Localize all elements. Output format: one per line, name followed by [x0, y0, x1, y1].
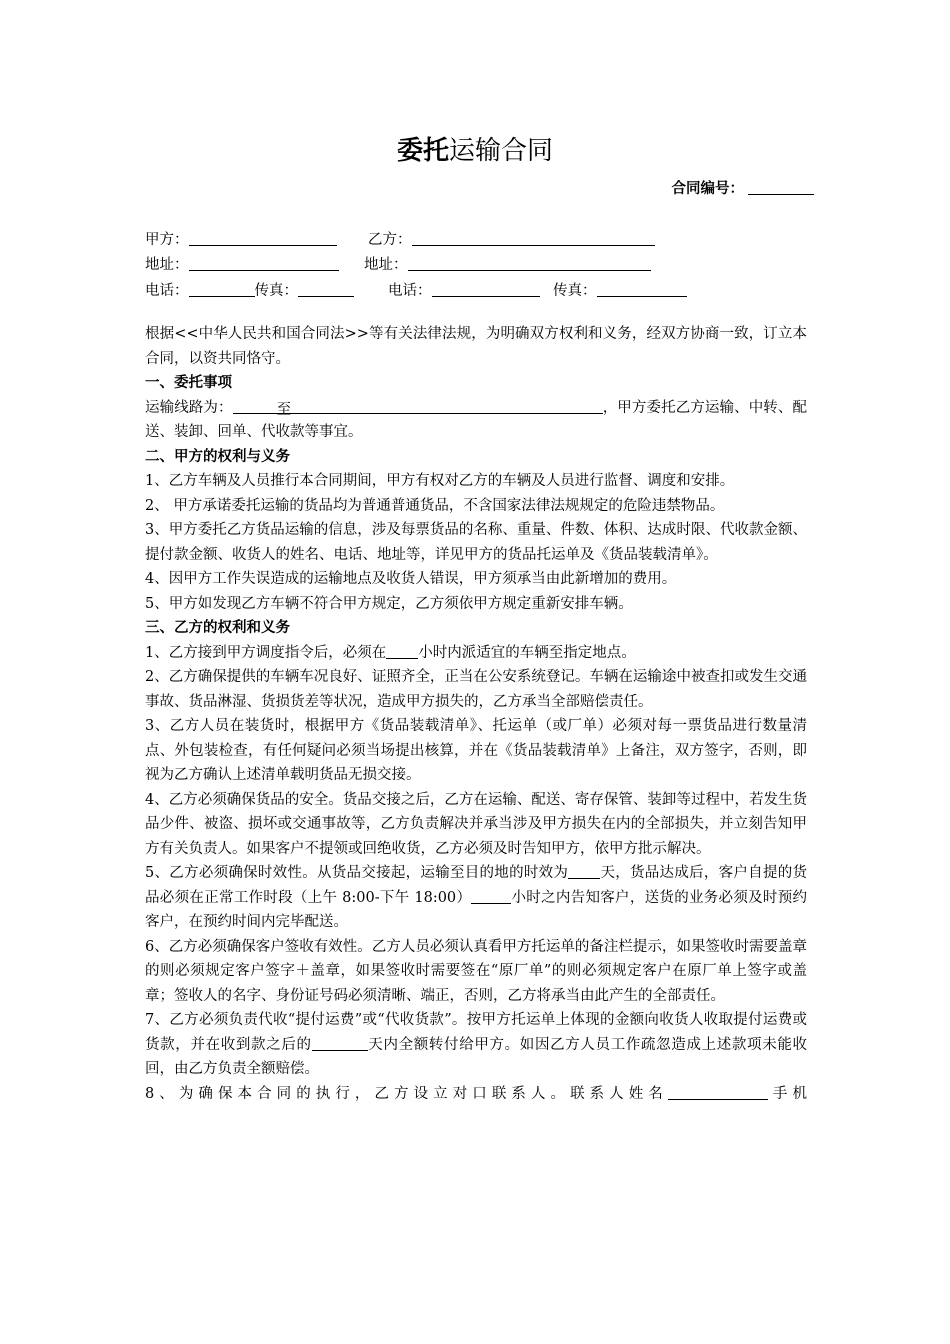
party-row-1b [368, 228, 655, 249]
section2-item-5: 5、甲方如发现乙方车辆不符合甲方规定，乙方须依甲方规定重新安排车辆。 [145, 595, 633, 612]
contract-number [672, 177, 815, 198]
phone-b-label: 电话： [388, 283, 432, 299]
item5-days-blank[interactable] [568, 863, 600, 879]
party-b-label: 乙方： [368, 232, 412, 248]
section2-item-4: 4、因甲方工作失误造成的运输地点及收货人错误，甲方须承当由此新增加的费用。 [145, 571, 677, 587]
contract-number-label: 合同编号： [671, 181, 744, 197]
section3-item-1 [145, 641, 807, 666]
item7-part-b: 天内全额转付给甲方。如因乙方人员工作疏忽造成上述款项未能收回，由乙方负责全额赔偿。 [145, 1036, 808, 1077]
fax-a-blank[interactable] [298, 282, 354, 297]
title-rest-part: 运输合同 [449, 136, 554, 166]
route-to: 至 [276, 401, 292, 418]
party-row-3 [145, 279, 354, 300]
address-b-blank[interactable] [408, 256, 651, 271]
item1-part-a: 1、乙方接到甲方调度指令后，必须在 [145, 644, 387, 661]
item1-hours-blank[interactable] [386, 643, 418, 659]
address-a-label: 地址： [145, 257, 189, 273]
party-row-3b [388, 279, 540, 300]
item8-part-b: 手机 [767, 1085, 807, 1102]
section3-item-6: 6、乙方必须确保客户签收有效性。乙方人员必须认真看甲方托运单的备注栏提示，如果签收时需要盖章的则必须规定客户签字＋盖章，如果签收时需要签在“原厂单”的则必须规定客户在原厂单上签字或盖章；签收人的名字、身份证号码必须清晰、端正，否则，乙方将承当由此产生的全部责任。 [145, 938, 807, 1004]
route-suffix: ，甲方委托乙方运输、中转、配送、装卸、回单、代收款等事宜。 [145, 399, 808, 440]
item5-hours-blank[interactable] [471, 888, 511, 904]
section3-item-7 [145, 1008, 807, 1082]
route-blank[interactable] [233, 398, 603, 418]
party-row-3c [553, 279, 687, 300]
item1-part-b: 小时内派适宜的车辆至指定地点。 [418, 644, 636, 661]
party-row-2 [145, 253, 339, 274]
party-a-label: 甲方： [145, 232, 189, 248]
party-b-blank[interactable] [412, 231, 655, 246]
section3-item-5 [145, 861, 807, 935]
section3-item-2: 2、乙方确保提供的车辆车况良好、证照齐全，正当在公安系统登记。车辆在运输途中被查扣或发生交通事故、货品淋湿、货损货差等状况，造成甲方损失的，乙方承当全部赔偿责任。 [145, 669, 807, 710]
section3-item-3: 3、乙方人员在装货时，根据甲方《货品装载清单》、托运单（或厂单）必须对每一票货品进行数量清点、外包装检查，有任何疑问必须当场提出核算，并在《货品装载清单》上备注，双方签字，否则，即视为乙方确认上述清单载明货品无损交接。 [145, 718, 807, 783]
phone-b-blank[interactable] [432, 282, 540, 297]
section2-item-1: 1、乙方车辆及人员推行本合同期间，甲方有权对乙方的车辆及人员进行监督、调度和安排。 [145, 473, 735, 489]
item7-days-blank[interactable] [312, 1035, 368, 1051]
item7-part-a: 7、乙方必须负责代收“提付运费”或“代收货款”。按甲方托运单上体现的金额向收货人收取提付运费或货款，并在收到款之后的 [145, 1012, 807, 1053]
item5-part-c: 小时之内告知客户，送货的业务必须及时预约客户，在预约时间内完毕配送。 [145, 889, 807, 930]
section2-heading: 二、甲方的权利与义务 [145, 448, 290, 465]
contact-name-blank[interactable] [668, 1084, 768, 1100]
section1-heading: 一、委托事项 [145, 375, 232, 391]
item8-part-a: 8、为确保本合同的执行，乙方设立对口联系人。联系人姓名 [145, 1085, 668, 1102]
title-bold-part: 委托 [396, 136, 449, 166]
phone-a-blank[interactable] [189, 282, 255, 297]
phone-a-label: 电话： [145, 283, 189, 299]
section3-heading: 三、乙方的权利和义务 [145, 620, 290, 636]
party-row-1 [145, 228, 337, 249]
fax-b-label: 传真： [553, 283, 597, 299]
party-row-2b [364, 253, 651, 274]
section3-item-4: 4、乙方必须确保货品的安全。货品交接之后，乙方在运输、配送、寄存保管、装卸等过程中，若发生货品少件、被盗、损坏或交通事故等，乙方负责解决并承当涉及甲方损失在内的全部损失，并立刻告知甲方有关负责人。如果客户不提领或回绝收货，乙方必须及时告知甲方，依甲方批示解决。 [145, 791, 807, 857]
contract-number-blank[interactable] [748, 180, 814, 195]
item5-part-b: 天，货品达成后，客户自提的货品必须在正常工作时段（上午 8:00-下午 18:00） [145, 865, 808, 906]
section2-item-3: 3、甲方委托乙方货品运输的信息，涉及每票货品的名称、重量、件数、体积、达成时限、代收款金额、提付款金额、收货人的姓名、电话、地址等，详见甲方的货品托运单及《货品装载清单》。 [145, 522, 807, 563]
contract-body [145, 322, 807, 1106]
address-b-label: 地址： [364, 257, 408, 273]
section2-item-2: 2、 甲方承诺委托运输的货品均为普通普通货品，不含国家法律法规规定的危险违禁物品。 [145, 497, 725, 514]
fax-a-label: 传真： [254, 283, 298, 299]
document-title [0, 130, 950, 167]
section3-item-8 [145, 1082, 807, 1107]
section1-route [145, 396, 807, 445]
route-prefix: 运输线路为： [145, 399, 233, 416]
item5-part-a: 5、乙方必须确保时效性。从货品交接起，运输至目的地的时效为 [145, 865, 569, 881]
fax-b-blank[interactable] [597, 282, 687, 297]
address-a-blank[interactable] [189, 256, 339, 271]
preamble: 根据<<中华人民共和国合同法>>等有关法律法规，为明确双方权利和义务，经双方协商一致，订立本合同，以资共同恪守。 [145, 326, 807, 367]
party-a-blank[interactable] [189, 231, 337, 246]
